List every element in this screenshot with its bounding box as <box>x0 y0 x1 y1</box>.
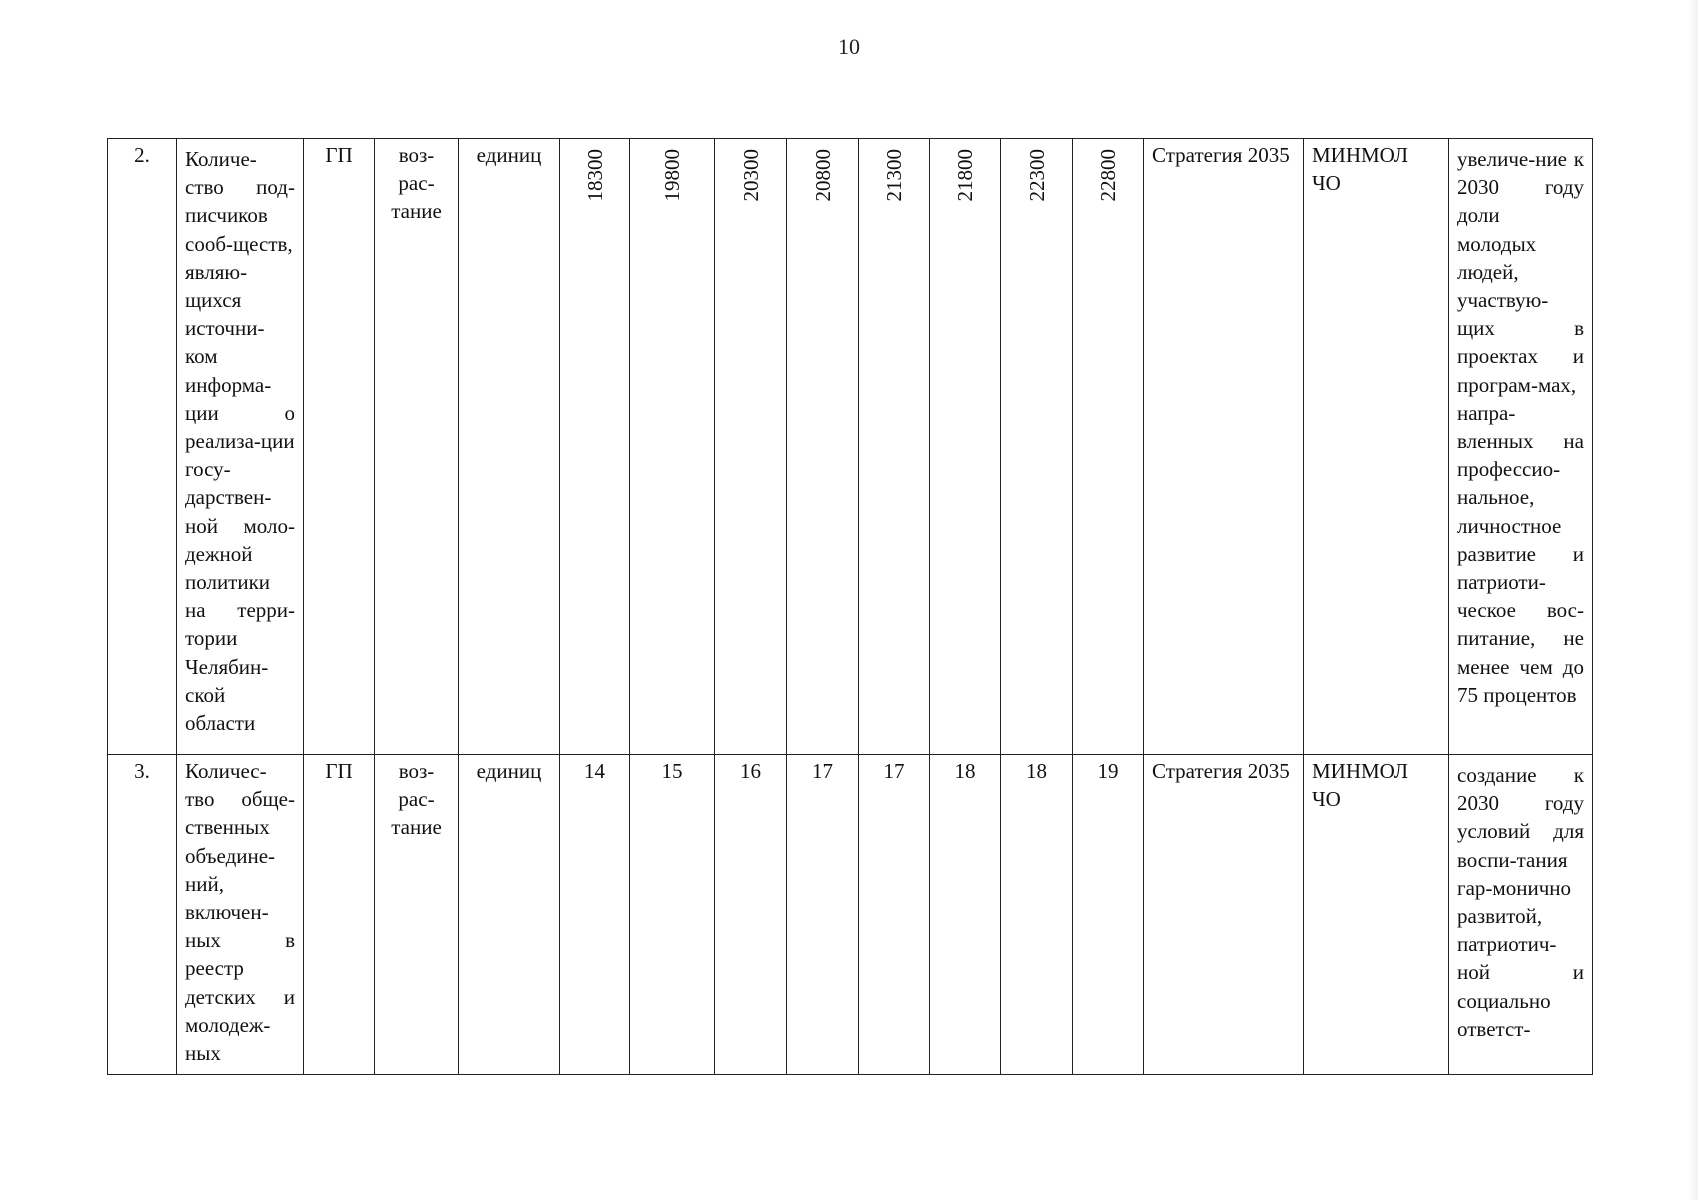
goal-text: создание к 2030 году условий для воспи-тания гар-монично развитой, патриотич-ной и социально ответст- <box>1449 755 1593 1075</box>
value-cell: 17 <box>787 755 859 1075</box>
value-cell: 19 <box>1073 755 1144 1075</box>
indicator-level: ГП <box>304 139 375 755</box>
indicator-unit: единиц <box>459 755 560 1075</box>
table-row <box>108 755 1593 1075</box>
value-text: 22300 <box>1024 149 1049 202</box>
indicator-name-text: Количе-ство под-писчиков сооб-ществ, являю-щихся источни-ком информа-ции о реализа-ции госу-дарствен-ной моло-дежной политики на терри-тории Челябин-ской области <box>185 147 295 736</box>
value-text: 21300 <box>882 149 906 202</box>
value-cell <box>560 139 630 755</box>
indicator-trend: воз-рас-тание <box>375 139 459 755</box>
value-text: 21800 <box>953 149 977 202</box>
value-cell: 18 <box>1001 755 1073 1075</box>
table-row <box>108 139 1593 755</box>
value-text: 18300 <box>582 149 607 202</box>
value-text: 20300 <box>738 149 763 202</box>
page-number: 10 <box>838 34 860 59</box>
value-text: 22800 <box>1096 149 1120 202</box>
source-document: Стратегия 2035 <box>1144 755 1304 1075</box>
value-cell <box>715 139 787 755</box>
value-cell: 17 <box>859 755 930 1075</box>
value-cell: 16 <box>715 755 787 1075</box>
value-cell <box>1073 139 1144 755</box>
indicator-name-text: Количес-тво обще-ственных объедине-ний, включен-ных в реестр детских и молодеж-ных <box>185 759 295 1066</box>
indicators-table <box>107 138 1593 1075</box>
value-text: 19800 <box>660 149 684 202</box>
value-cell <box>930 139 1001 755</box>
indicator-name <box>177 139 304 755</box>
indicator-trend: воз-рас-тание <box>375 755 459 1075</box>
value-cell: 15 <box>630 755 715 1075</box>
value-text: 20800 <box>810 149 835 202</box>
indicator-unit: единиц <box>459 139 560 755</box>
indicator-level: ГП <box>304 755 375 1075</box>
goal-text: увеличе-ние к 2030 году доли молодых людей, участвую-щих в проектах и програм-мах, напра-вленных на профессио-нальное, личностное развитие и патриоти-ческое вос-питание, не менее чем до 75 процентов <box>1449 139 1593 755</box>
responsible-body: МИНМОЛ ЧО <box>1304 139 1449 755</box>
value-cell <box>859 139 930 755</box>
row-number: 2. <box>108 139 177 755</box>
scan-edge <box>1688 0 1698 1200</box>
row-number: 3. <box>108 755 177 1075</box>
source-document: Стратегия 2035 <box>1144 139 1304 755</box>
indicator-name <box>177 755 304 1075</box>
value-cell: 14 <box>560 755 630 1075</box>
value-cell <box>787 139 859 755</box>
value-cell <box>1001 139 1073 755</box>
value-cell: 18 <box>930 755 1001 1075</box>
responsible-body: МИНМОЛ ЧО <box>1304 755 1449 1075</box>
value-cell <box>630 139 715 755</box>
